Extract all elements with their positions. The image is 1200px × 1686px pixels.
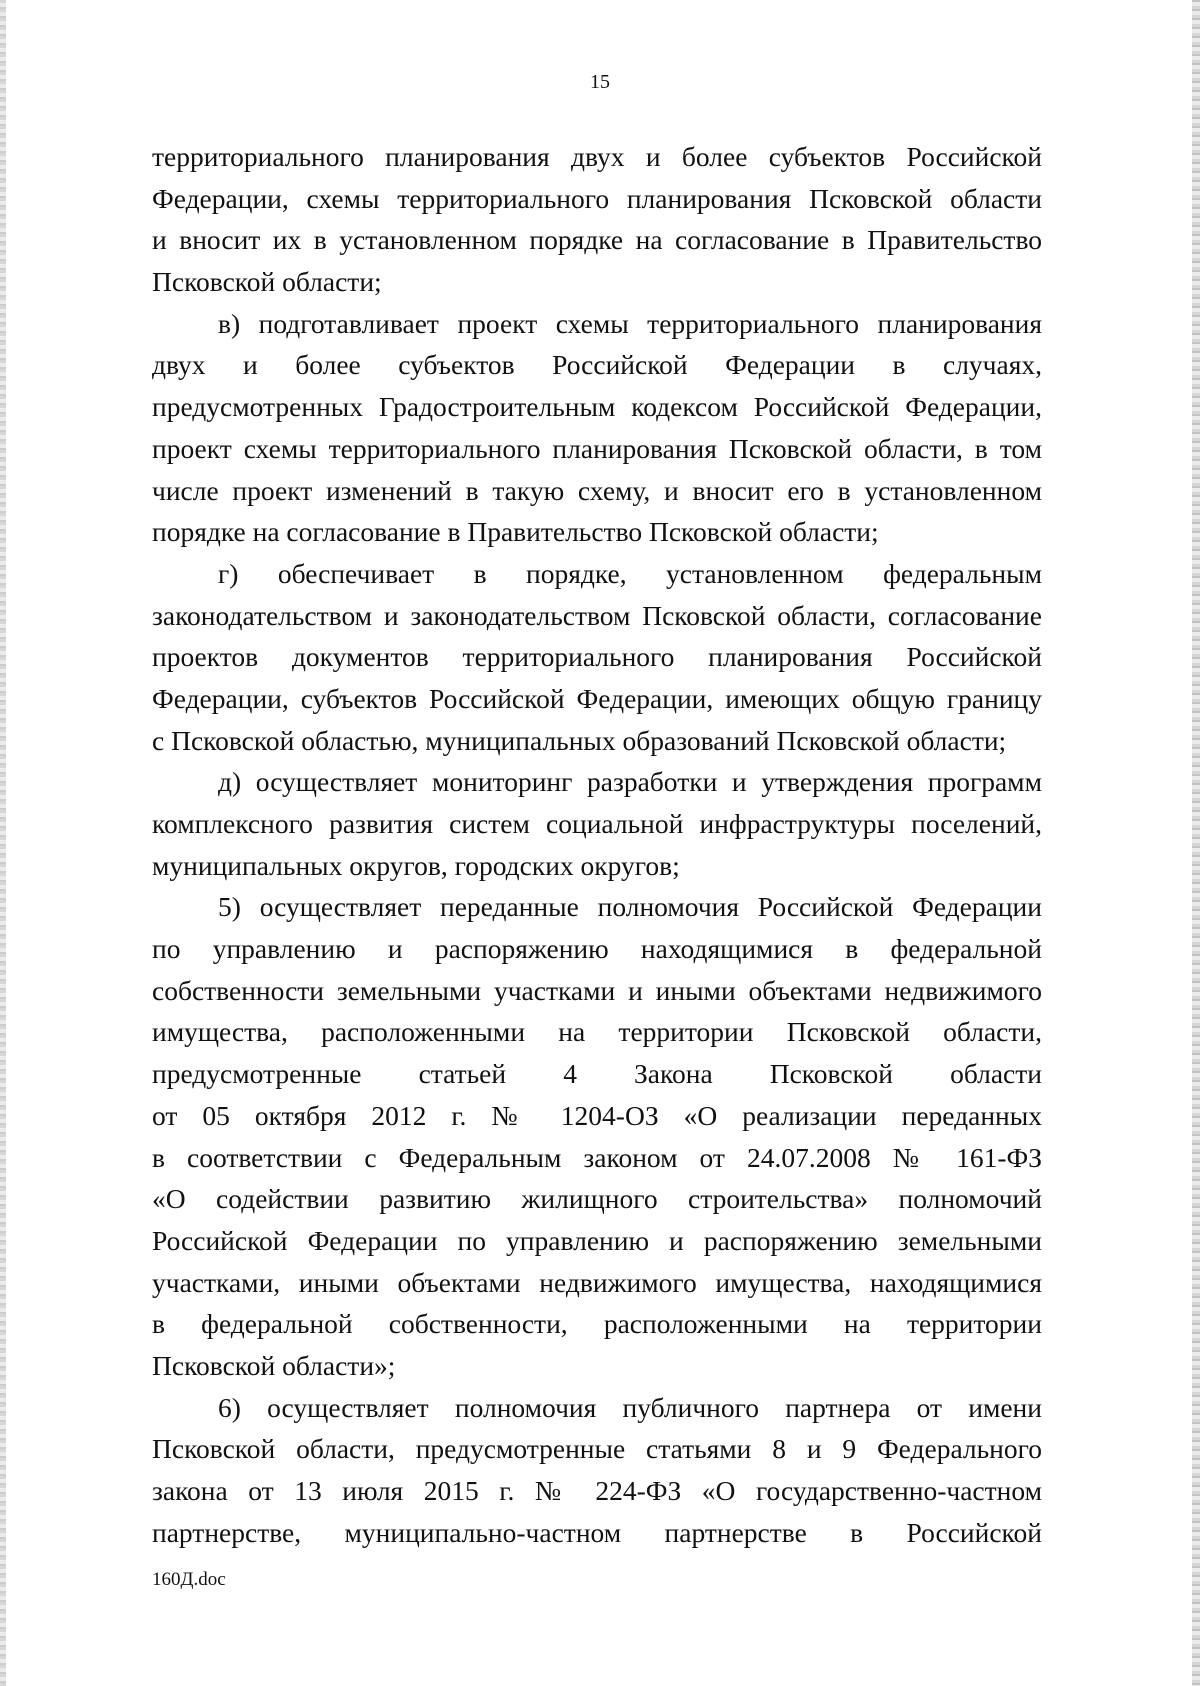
text-line: двух и более субъектов Российской Федерации в случаях,: [152, 349, 1042, 381]
text-line: в федеральной собственности, расположенными на территории: [152, 1308, 1042, 1340]
text-line: территориального планирования двух и более субъектов Российской: [152, 141, 1042, 172]
text-line: числе проект изменений в такую схему, и вносит его в установленном: [152, 474, 1042, 506]
text-line: по управлению и распоряжению находящимися в федеральной: [152, 933, 1042, 965]
text-line: предусмотренные статьей 4 Закона Псковской области: [152, 1058, 1042, 1090]
paragraph: [152, 761, 1042, 886]
text-line: закона от 13 июля 2015 г. № 224-ФЗ «О государственно-частном: [152, 1475, 1042, 1506]
text-line: в) подготавливает проект схемы территориального планирования: [218, 307, 1042, 339]
text-line: «О содействии развитию жилищного строительства» полномочий: [152, 1183, 1042, 1215]
text-line: Псковской области»;: [152, 1349, 396, 1381]
paragraph: [152, 886, 1042, 1386]
text-line: г) обеспечивает в порядке, установленном федеральным: [218, 557, 1042, 589]
text-line: д) осуществляет мониторинг разработки и утверждения программ: [218, 766, 1042, 798]
text-line: проект схемы территориального планирования Псковской области, в том: [152, 432, 1042, 464]
text-line: муниципальных округов, городских округов;: [152, 849, 680, 881]
text-line: и вносит их в установленном порядке на согласование в Правительство: [152, 224, 1042, 256]
text-line: партнерстве, муниципально-частном партнерстве в Российской: [152, 1516, 1042, 1548]
text-line: участками, иными объектами недвижимого имущества, находящимися: [152, 1266, 1042, 1298]
paragraph: [152, 136, 1042, 303]
text-line: Федерации, субъектов Российской Федерации, имеющих общую границу: [152, 682, 1042, 714]
text-line: Псковской области;: [152, 266, 382, 298]
text-line: Псковской области, предусмотренные статьями 8 и 9 Федерального: [152, 1433, 1042, 1465]
text-line: 6) осуществляет полномочия публичного партнера от имени: [218, 1391, 1042, 1423]
text-line: от 05 октября 2012 г. № 1204-ОЗ «О реализации переданных: [152, 1099, 1042, 1131]
text-line: предусмотренных Градостроительным кодексом Российской Федерации,: [152, 391, 1042, 423]
text-line: в соответствии с Федеральным законом от 24.07.2008 № 161-ФЗ: [152, 1141, 1042, 1173]
text-line: с Псковской областью, муниципальных образований Псковской области;: [152, 724, 1007, 756]
text-line: проектов документов территориального планирования Российской: [152, 641, 1042, 673]
text-line: Российской Федерации по управлению и распоряжению земельными: [152, 1224, 1042, 1256]
text-line: порядке на согласование в Правительство Псковской области;: [152, 516, 879, 548]
text-line: комплексного развития систем социальной инфраструктуры поселений,: [152, 808, 1042, 839]
page-number: 15: [590, 71, 610, 93]
text-line: собственности земельными участками и иными объектами недвижимого: [152, 974, 1042, 1006]
text-line: Федерации, схемы территориального планирования Псковской области: [152, 182, 1042, 214]
text-line: законодательством и законодательством Псковской области, согласование: [152, 599, 1042, 631]
scan-edge-right: [1192, 0, 1200, 1686]
text-line: 5) осуществляет переданные полномочия Российской Федерации: [218, 891, 1042, 923]
paragraph: [152, 553, 1042, 761]
paragraph: [152, 303, 1042, 553]
document-body: [152, 136, 1042, 1553]
paragraph: [152, 1387, 1042, 1554]
scan-edge-left: [0, 0, 6, 1686]
text-line: имущества, расположенными на территории Псковской области,: [152, 1016, 1042, 1048]
footer-filename: 160Д.doc: [152, 1569, 226, 1590]
